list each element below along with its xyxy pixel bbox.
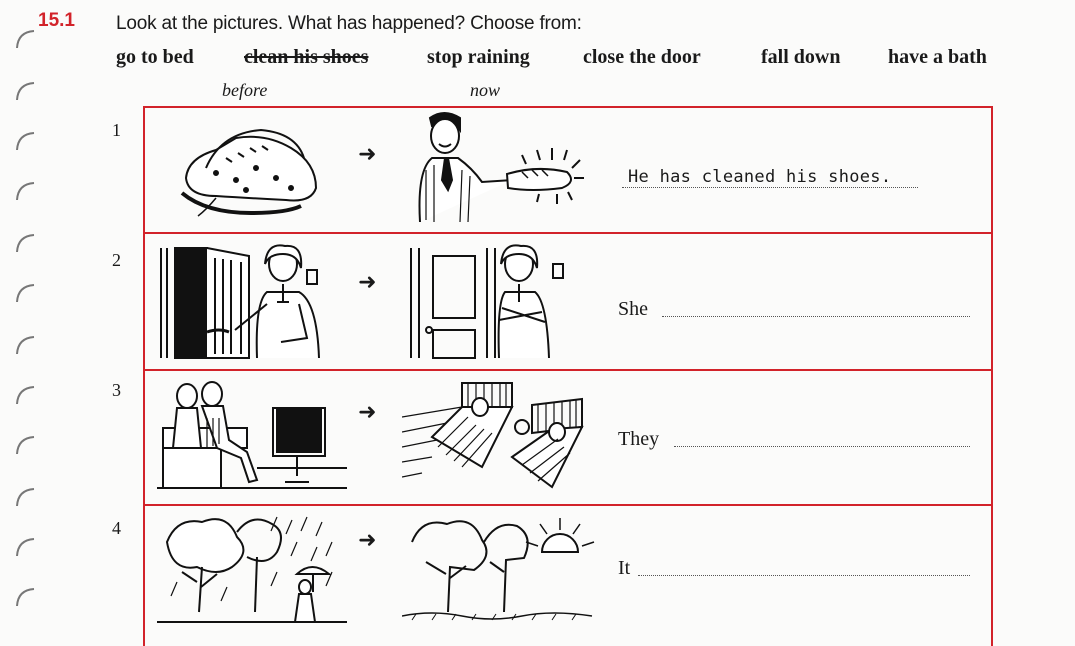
woman-closed-door-icon [407, 242, 567, 360]
binder-hole-icon [14, 232, 44, 254]
item-number-1: 1 [112, 120, 121, 140]
binder-hole-icon [14, 384, 44, 406]
answer-prompt-2: She [618, 298, 648, 320]
binder-hole-icon [14, 434, 44, 456]
arrow-icon: ➜ [358, 528, 377, 553]
answer-line-3[interactable] [674, 446, 970, 447]
binder-hole-icon [14, 586, 44, 608]
column-label-before: before [222, 80, 268, 100]
item-number-4: 4 [112, 518, 121, 538]
example-answer: He has cleaned his shoes. [628, 167, 892, 187]
binder-hole-icon [14, 334, 44, 356]
choice-go-to-bed: go to bed [116, 46, 194, 68]
row-divider [145, 369, 991, 371]
couple-watching-tv-icon [157, 378, 347, 493]
exercise-instruction: Look at the pictures. What has happened? Choose from: [116, 13, 582, 34]
choice-list [116, 46, 1016, 74]
binder-hole-icon [14, 282, 44, 304]
choice-have-a-bath: have a bath [888, 46, 987, 68]
row-divider [145, 504, 991, 506]
item-number-2: 2 [112, 250, 121, 270]
binder-hole-icon [14, 180, 44, 202]
row-divider [145, 232, 991, 234]
arrow-icon: ➜ [358, 400, 377, 425]
choice-fall-down: fall down [761, 46, 841, 68]
binder-hole-icon [14, 80, 44, 102]
arrow-icon: ➜ [358, 270, 377, 295]
couple-in-beds-icon [402, 377, 597, 495]
item-number-3: 3 [112, 380, 121, 400]
answer-prompt-3: They [618, 428, 660, 450]
dirty-shoes-icon [176, 118, 326, 218]
choice-stop-raining: stop raining [427, 46, 530, 68]
man-clean-shoes-icon [412, 110, 597, 225]
arrow-icon: ➜ [358, 142, 377, 167]
column-label-now: now [470, 80, 501, 100]
exercise-number: 15.1 [38, 10, 75, 31]
choice-clean-his-shoes: clean his shoes [244, 46, 369, 68]
answer-prompt-4: It [618, 557, 631, 579]
rainy-trees-icon [157, 512, 347, 627]
binder-hole-icon [14, 130, 44, 152]
choice-close-the-door: close the door [583, 46, 701, 68]
binder-hole-icon [14, 536, 44, 558]
answer-line-2[interactable] [662, 316, 970, 317]
woman-open-door-icon [157, 242, 342, 360]
answer-line-4[interactable] [638, 575, 970, 576]
sunny-trees-icon [402, 512, 597, 627]
answer-line-1 [622, 187, 918, 188]
binder-hole-icon [14, 486, 44, 508]
